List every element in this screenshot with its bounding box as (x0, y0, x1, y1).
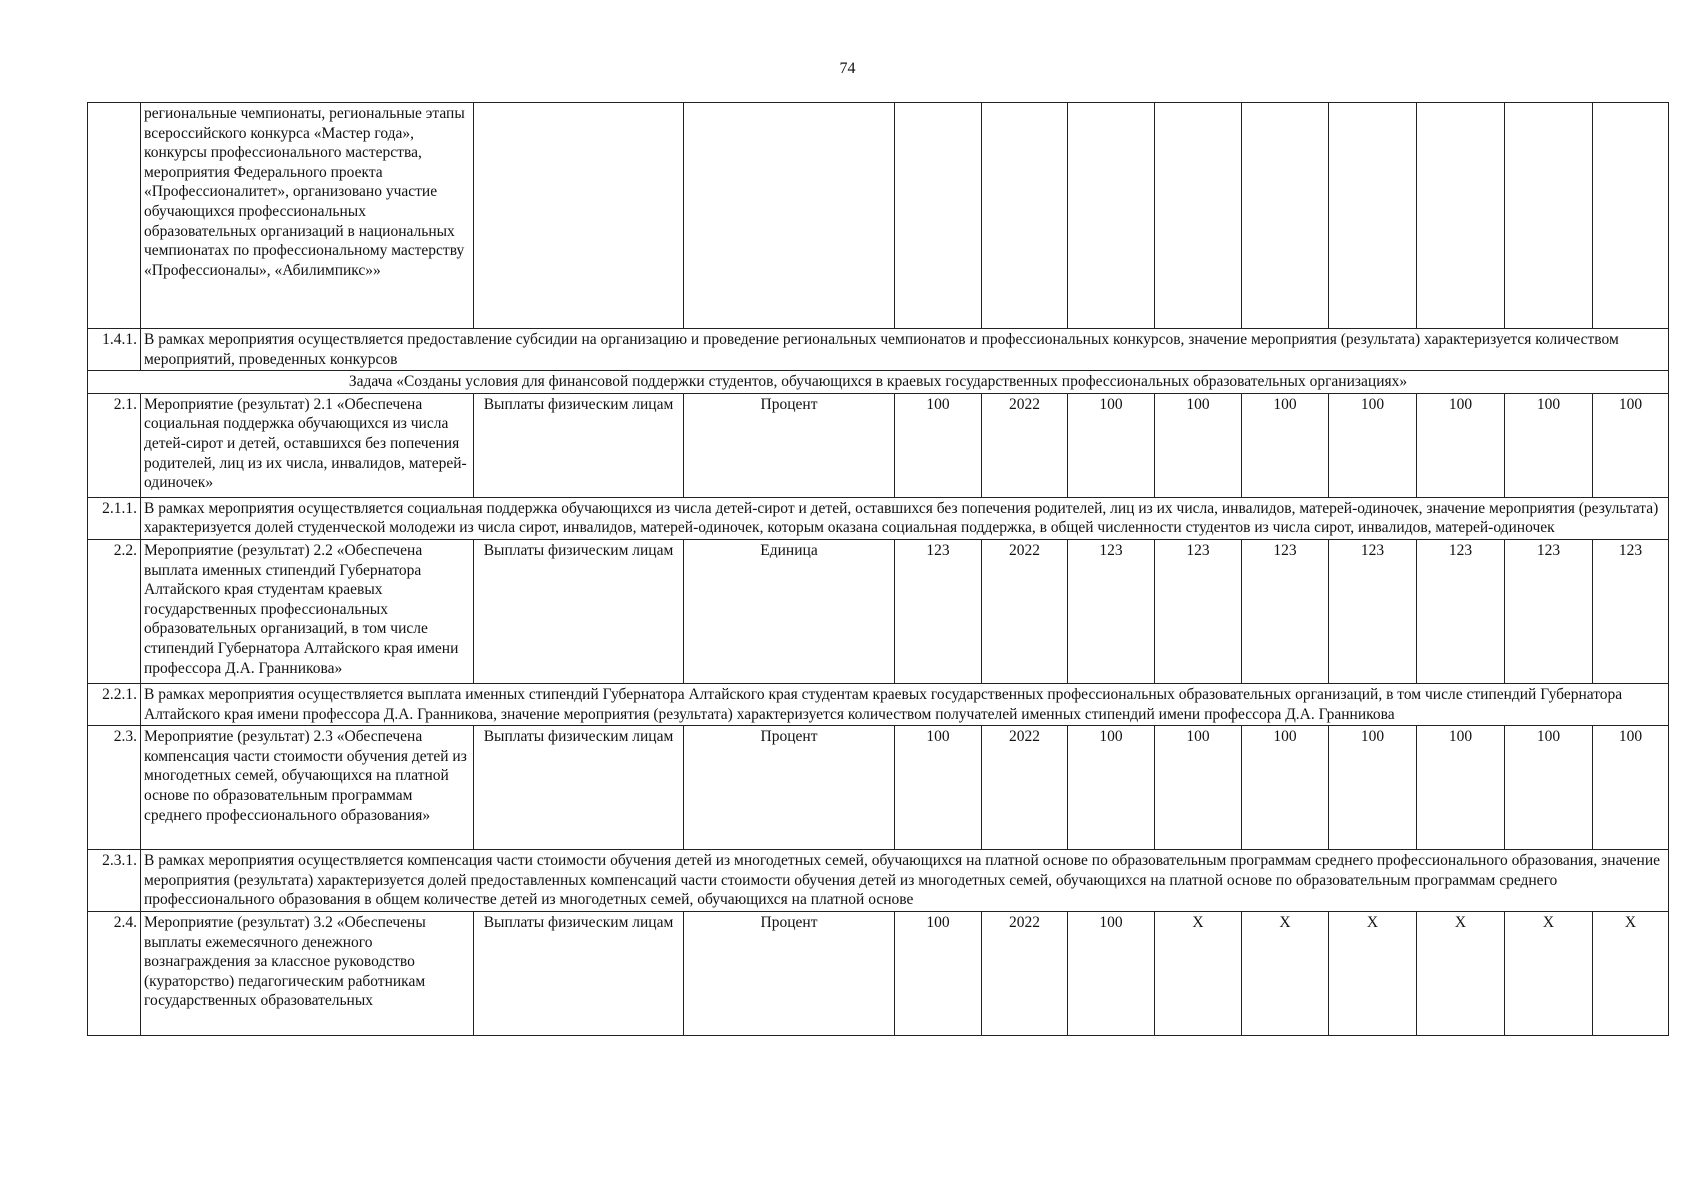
unit: Единица (684, 539, 895, 683)
year-value: X (1505, 911, 1593, 1035)
year-value: 100 (1242, 726, 1329, 850)
measure-type: Выплаты физическим лицам (474, 726, 684, 850)
table-row-note (88, 497, 1669, 539)
empty-cell (1242, 103, 1329, 329)
base-year: 2022 (982, 539, 1068, 683)
base-value: 100 (895, 911, 982, 1035)
year-value: X (1329, 911, 1417, 1035)
year-value: 100 (1242, 393, 1329, 497)
base-value: 100 (895, 393, 982, 497)
note-text: В рамках мероприятия осуществляется компенсация части стоимости обучения детей из многодетных семей, обучающихся на платной основе по образовательным программам среднего профессионального образования, значение мероприятия (результата) характеризуется долей предоставленных компенсаций части стоимости обучения детей из многодетных семей, обучающихся на платной основе по образовательным программам среднего профессионального образования в общем количестве детей из многодетных семей, обучающихся на платной основе (141, 850, 1669, 912)
measure-type: Выплаты физическим лицам (474, 539, 684, 683)
measure-type: Выплаты физическим лицам (474, 911, 684, 1035)
empty-cell (1505, 103, 1593, 329)
table-row (88, 539, 1669, 683)
measure-name: Мероприятие (результат) 2.2 «Обеспечена выплата именных стипендий Губернатора Алтайского края студентам краевых государственных профессиональных образовательных организаций, в том числе стипендий Губернатора Алтайского края имени профессора Д.А. Гранникова» (141, 539, 474, 683)
table-row-note (88, 850, 1669, 912)
empty-cell (1417, 103, 1505, 329)
table-row-note (88, 683, 1669, 725)
year-value: X (1417, 911, 1505, 1035)
empty-cell (1155, 103, 1242, 329)
empty-cell (1593, 103, 1669, 329)
base-year: 2022 (982, 726, 1068, 850)
table-row-note (88, 329, 1669, 371)
measure-name: Мероприятие (результат) 2.3 «Обеспечена компенсация части стоимости обучения детей из многодетных семей, обучающихся на платной основе по образовательным программам среднего профессионального образования» (141, 726, 474, 850)
year-value: 123 (1242, 539, 1329, 683)
measure-name: региональные чемпионаты, региональные этапы всероссийского конкурса «Мастер года», конкурсы профессионального мастерства, мероприятия Федерального проекта «Профессионалитет», организовано участие обучающихся профессиональных образовательных организаций в национальных чемпионатах по профессиональному мастерству «Профессионалы», «Абилимпикс»» (141, 103, 474, 329)
unit: Процент (684, 911, 895, 1035)
year-value: 100 (1505, 726, 1593, 850)
table-row (88, 393, 1669, 497)
year-value: 100 (1417, 726, 1505, 850)
table-row (88, 911, 1669, 1035)
row-number: 2.1.1. (88, 497, 141, 539)
row-number: 2.1. (88, 393, 141, 497)
year-value: 123 (1505, 539, 1593, 683)
year-value: 100 (1329, 726, 1417, 850)
row-number: 1.4.1. (88, 329, 141, 371)
year-value: 123 (1329, 539, 1417, 683)
row-number (88, 103, 141, 329)
year-value: 100 (1329, 393, 1417, 497)
year-value: 100 (1593, 726, 1669, 850)
year-value: 100 (1068, 726, 1155, 850)
base-value: 100 (895, 726, 982, 850)
row-number: 2.3. (88, 726, 141, 850)
task-heading: Задача «Созданы условия для финансовой поддержки студентов, обучающихся в краевых государственных профессиональных образовательных организациях» (88, 371, 1669, 394)
empty-cell (1329, 103, 1417, 329)
measure-name: Мероприятие (результат) 2.1 «Обеспечена социальная поддержка обучающихся из числа детей-сирот и детей, оставшихся без попечения родителей, лиц из их числа, инвалидов, матерей-одиночек» (141, 393, 474, 497)
note-text: В рамках мероприятия осуществляется выплата именных стипендий Губернатора Алтайского края студентам краевых государственных профессиональных образовательных организаций, в том числе стипендий Губернатора Алтайского края имени профессора Д.А. Гранникова, значение мероприятия (результата) характеризуется количеством получателей именных стипендий имени профессора Д.А. Гранникова (141, 683, 1669, 725)
note-text: В рамках мероприятия осуществляется предоставление субсидии на организацию и проведение региональных чемпионатов и профессиональных конкурсов, значение мероприятия (результата) характеризуется количеством мероприятий, проведенных конкурсов (141, 329, 1669, 371)
year-value: 100 (1068, 911, 1155, 1035)
table-row-continuation (88, 103, 1669, 329)
year-value: 100 (1155, 393, 1242, 497)
empty-cell (684, 103, 895, 329)
year-value: 123 (1417, 539, 1505, 683)
empty-cell (1068, 103, 1155, 329)
year-value: 100 (1068, 393, 1155, 497)
empty-cell (474, 103, 684, 329)
page-number: 74 (839, 60, 856, 77)
year-value: X (1593, 911, 1669, 1035)
year-value: 123 (1155, 539, 1242, 683)
year-value: 100 (1155, 726, 1242, 850)
year-value: X (1155, 911, 1242, 1035)
base-year: 2022 (982, 393, 1068, 497)
year-value: 100 (1417, 393, 1505, 497)
note-text: В рамках мероприятия осуществляется социальная поддержка обучающихся из числа детей-сирот и детей, оставшихся без попечения родителей, лиц из их числа, инвалидов, матерей-одиночек, значение мероприятия (результата) характеризуется долей студенческой молодежи из числа сирот, инвалидов, матерей-одиночек, которым оказана социальная поддержка, в общей численности студентов из числа сирот, инвалидов, матерей-одиночек (141, 497, 1669, 539)
row-number: 2.2. (88, 539, 141, 683)
base-year: 2022 (982, 911, 1068, 1035)
measure-type: Выплаты физическим лицам (474, 393, 684, 497)
year-value: 123 (1068, 539, 1155, 683)
empty-cell (982, 103, 1068, 329)
year-value: 100 (1505, 393, 1593, 497)
row-number: 2.3.1. (88, 850, 141, 912)
year-value: 100 (1593, 393, 1669, 497)
results-table (87, 102, 1669, 1036)
row-number: 2.4. (88, 911, 141, 1035)
year-value: 123 (1593, 539, 1669, 683)
table-row-task (88, 371, 1669, 394)
base-value: 123 (895, 539, 982, 683)
unit: Процент (684, 393, 895, 497)
table-row (88, 726, 1669, 850)
measure-name: Мероприятие (результат) 3.2 «Обеспечены выплаты ежемесячного денежного вознаграждения за классное руководство (кураторство) педагогическим работникам государственных образовательных (141, 911, 474, 1035)
unit: Процент (684, 726, 895, 850)
row-number: 2.2.1. (88, 683, 141, 725)
empty-cell (895, 103, 982, 329)
year-value: X (1242, 911, 1329, 1035)
